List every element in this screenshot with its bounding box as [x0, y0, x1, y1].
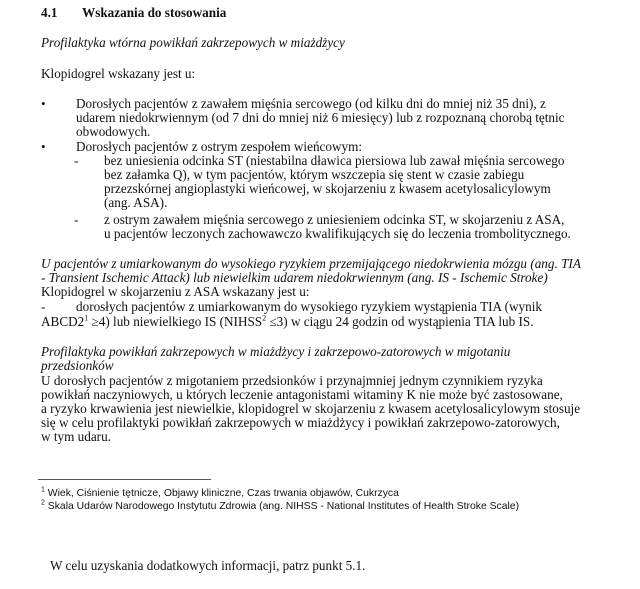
section-title: Wskazania do stosowania: [82, 5, 227, 20]
section-number: 4.1: [41, 5, 58, 20]
paragraph-line3: a ryzyko krwawienia jest niewielkie, klopidogrel w skojarzeniu z kwasem acetylosalicylowym stosuje: [41, 401, 581, 416]
subheading-af-line2: przedsionków: [41, 358, 114, 373]
bullet1-line1: Dorosłych pacjentów z zawałem mięśnia sercowego (od kilku dni do mniej niż 35 dni), z: [76, 96, 546, 111]
dash-icon: -: [74, 153, 79, 168]
dash-icon: -: [74, 212, 79, 227]
intro2-text: Klopidogrel w skojarzeniu z ASA wskazany jest u:: [41, 284, 310, 299]
bullet-icon: •: [41, 139, 46, 154]
paragraph-line1: U dorosłych pacjentów z migotaniem przedsionków i przynajmniej jednym czynnikiem ryzyka: [41, 373, 543, 388]
paragraph-line2: powikłań naczyniowych, u których leczenie antagonistami witaminy K nie może być zastosowane,: [41, 387, 563, 402]
intro-text: Klopidogrel wskazany jest u:: [41, 66, 196, 81]
subheading-tia-line2: - Transient Ischemic Attack) lub niewielkim udarem niedokrwiennym (ang. IS - Ischemic Stroke): [41, 270, 548, 285]
paragraph-line4: się w celu profilaktyki powikłań zakrzepowych w miażdżycy i powikłań zakrzepowo-zatorowych,: [41, 415, 560, 430]
dash1-line2: bez załamka Q), w tym pacjentów, którym wszczepia się stent w czasie zabiegu: [104, 167, 525, 182]
closing-note: W celu uzyskania dodatkowych informacji, patrz punkt 5.1.: [50, 558, 366, 573]
dash1-line4: (ang. ASA).: [104, 195, 168, 210]
footnote-1: $^1$ Wiek, Ciśnienie tętnicze, Objawy kliniczne, Czas trwania objawów, Cukrzyca: [41, 486, 399, 499]
subheading-secondary-prevention: Profilaktyka wtórna powikłań zakrzepowych w miażdżycy: [41, 35, 345, 50]
bullet1-line3: obwodowych.: [76, 124, 151, 139]
bullet-icon: •: [41, 96, 46, 111]
dash2-line2: u pacjentów leczonych zachowawczo kwalifikujących się do leczenia trombolitycznego.: [104, 226, 571, 241]
dash-icon: -: [41, 299, 46, 314]
subheading-af-line1: Profilaktyka powikłań zakrzepowych w miażdżycy i zakrzepowo-zatorowych w migotaniu: [41, 344, 511, 359]
footnote-2: $^2$ Skala Udarów Narodowego Instytutu Zdrowia (ang. NIHSS - National Institutes of Health Stroke Scale): [41, 499, 520, 512]
dash3-line2: $ABCD2^1 \ge 4$) lub niewielkiego IS $(NIHSS^2 \le 3)$ w ciągu 24 godzin od wystąpienia TIA lub IS.: [41, 313, 534, 329]
dash2-line1: z ostrym zawałem mięśnia sercowego z uniesieniem odcinka ST, w skojarzeniu z ASA,: [104, 212, 565, 227]
dash1-line1: bez uniesienia odcinka ST (niestabilna dławica piersiowa lub zawał mięśnia sercowego: [104, 153, 565, 168]
dash3-line1: dorosłych pacjentów z umiarkowanym do wysokiego ryzykiem wystąpienia TIA (wynik: [76, 299, 542, 314]
subheading-tia-line1: U pacjentów z umiarkowanym do wysokiego ryzykiem przemijającego niedokrwienia mózgu (ang. TIA: [41, 256, 581, 271]
bullet2-line: Dorosłych pacjentów z ostrym zespołem wieńcowym:: [76, 139, 363, 154]
bullet1-line2: udarem niedokrwiennym (od 7 dni do mniej niż 6 miesięcy) lub z rozpoznaną chorobą tętnic: [76, 110, 565, 125]
dash1-line3: przezskórnej angioplastyki wieńcowej, w skojarzeniu z kwasem acetylosalicylowym: [104, 181, 551, 196]
paragraph-line5: w tym udaru.: [41, 429, 111, 444]
footnote-divider: [38, 479, 211, 480]
